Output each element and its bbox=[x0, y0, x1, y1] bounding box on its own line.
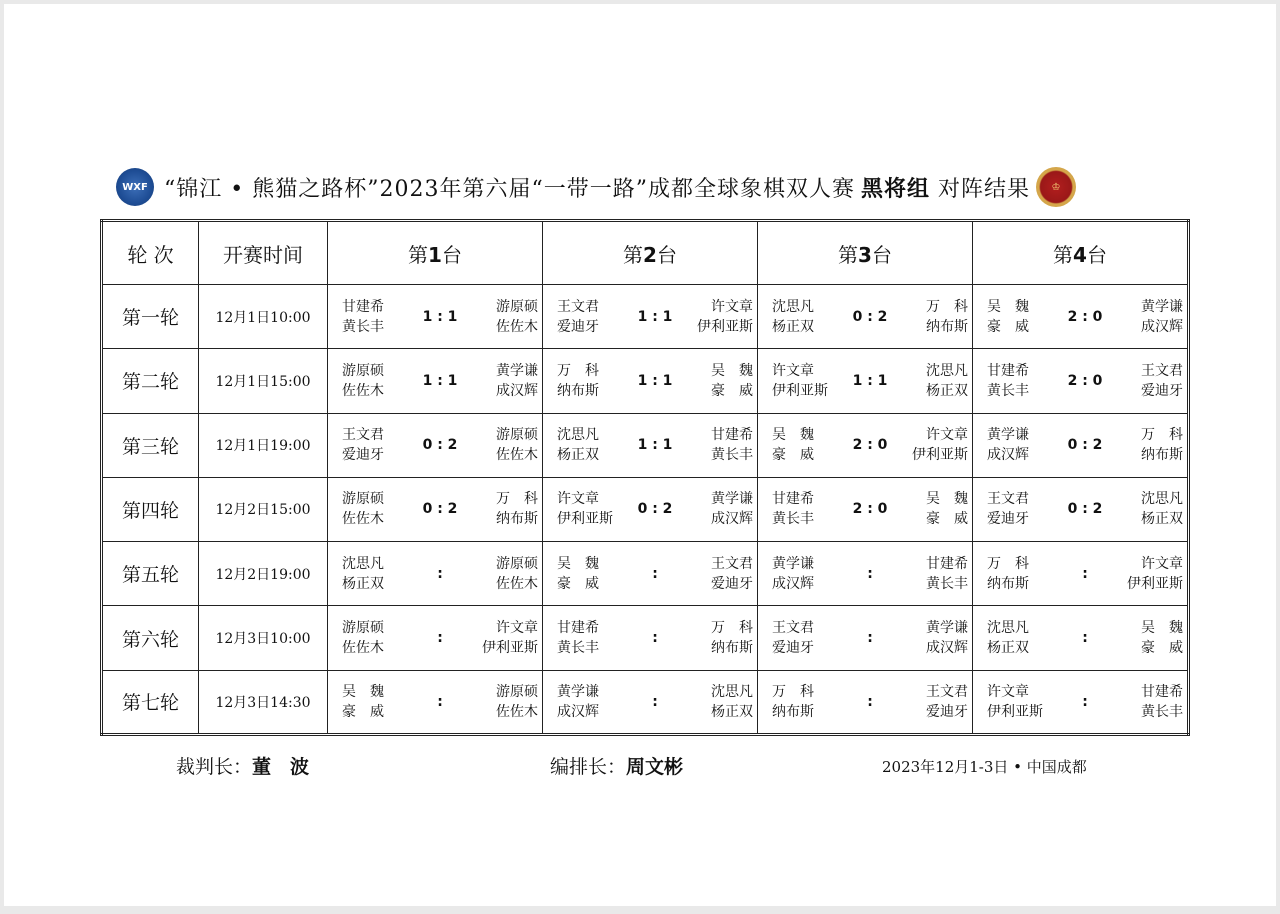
header-round: 轮 次 bbox=[102, 221, 199, 285]
player-name: 黄长丰 bbox=[987, 382, 1029, 399]
right-team bbox=[468, 297, 538, 337]
player-name: 佐佐木 bbox=[342, 640, 384, 657]
player-name: 吴 魏 bbox=[711, 362, 753, 379]
player-name: 伊利亚斯 bbox=[1127, 575, 1183, 592]
match-cell bbox=[973, 606, 1189, 670]
round-time: 12月3日14:30 bbox=[199, 670, 328, 734]
player-name: 甘建希 bbox=[987, 362, 1029, 379]
player-name: 吴 魏 bbox=[772, 427, 814, 444]
match-cell bbox=[543, 413, 758, 477]
player-name: 游原硕 bbox=[496, 555, 538, 572]
match-cell bbox=[973, 413, 1189, 477]
left-team bbox=[772, 425, 842, 465]
right-team bbox=[468, 489, 538, 529]
match-score: 1 : 1 bbox=[852, 372, 888, 389]
player-name: 爱迪牙 bbox=[987, 511, 1029, 528]
player-name: 沈思凡 bbox=[926, 362, 968, 379]
chief-referee-name: 董 波 bbox=[252, 756, 310, 778]
player-name: 杨正双 bbox=[557, 447, 599, 464]
match bbox=[758, 618, 972, 658]
table-row bbox=[102, 542, 1189, 606]
match-cell bbox=[758, 670, 973, 734]
player-name: 游原硕 bbox=[496, 427, 538, 444]
right-team bbox=[683, 361, 753, 401]
player-name: 甘建希 bbox=[926, 555, 968, 572]
match-cell bbox=[328, 670, 543, 734]
match bbox=[758, 682, 972, 722]
player-name: 黄长丰 bbox=[926, 575, 968, 592]
player-name: 王文君 bbox=[711, 555, 753, 572]
player-name: 伊利亚斯 bbox=[912, 447, 968, 464]
player-name: 甘建希 bbox=[557, 620, 599, 637]
match bbox=[543, 297, 757, 337]
match-cell bbox=[543, 285, 758, 349]
left-team bbox=[987, 489, 1057, 529]
player-name: 沈思凡 bbox=[342, 555, 384, 572]
wxf-logo-text: WXF bbox=[122, 181, 148, 193]
match-cell bbox=[973, 349, 1189, 413]
table-row bbox=[102, 285, 1189, 349]
player-name: 沈思凡 bbox=[557, 427, 599, 444]
match-score: 0 : 2 bbox=[852, 308, 888, 325]
match-score: 0 : 2 bbox=[422, 437, 458, 454]
match bbox=[328, 618, 542, 658]
player-name: 杨正双 bbox=[1141, 511, 1183, 528]
match-score: : bbox=[1082, 630, 1088, 647]
player-name: 佐佐木 bbox=[496, 575, 538, 592]
player-name: 伊利亚斯 bbox=[482, 640, 538, 657]
player-name: 成汉辉 bbox=[926, 640, 968, 657]
match bbox=[758, 297, 972, 337]
match-score: 0 : 2 bbox=[1067, 501, 1103, 518]
match-score: : bbox=[867, 565, 873, 582]
match-score: 0 : 2 bbox=[1067, 437, 1103, 454]
round-name: 第五轮 bbox=[102, 542, 199, 606]
match bbox=[973, 425, 1187, 465]
player-name: 爱迪牙 bbox=[1141, 382, 1183, 399]
chief-referee-label: 裁判长： bbox=[176, 756, 253, 778]
player-name: 纳布斯 bbox=[711, 640, 753, 657]
match-score: : bbox=[652, 630, 658, 647]
player-name: 成汉辉 bbox=[772, 575, 814, 592]
right-team bbox=[1113, 554, 1183, 594]
left-team bbox=[772, 618, 842, 658]
match-cell bbox=[973, 477, 1189, 541]
match bbox=[543, 361, 757, 401]
event-seal-logo: ♔ bbox=[1036, 167, 1076, 207]
left-team bbox=[557, 554, 627, 594]
match-cell bbox=[328, 477, 543, 541]
match-cell bbox=[973, 542, 1189, 606]
right-team bbox=[683, 618, 753, 658]
match-cell bbox=[328, 606, 543, 670]
round-time: 12月2日15:00 bbox=[199, 477, 328, 541]
chief-arranger-label: 编排长： bbox=[550, 756, 627, 778]
player-name: 成汉辉 bbox=[1141, 318, 1183, 335]
player-name: 黄长丰 bbox=[711, 447, 753, 464]
right-team bbox=[468, 682, 538, 722]
left-team bbox=[987, 554, 1057, 594]
left-team bbox=[557, 425, 627, 465]
match-cell bbox=[758, 477, 973, 541]
right-team bbox=[468, 425, 538, 465]
player-name: 豪 威 bbox=[1141, 640, 1183, 657]
match bbox=[758, 554, 972, 594]
match bbox=[543, 618, 757, 658]
left-team bbox=[342, 618, 412, 658]
player-name: 吴 魏 bbox=[342, 683, 384, 700]
player-name: 成汉辉 bbox=[987, 447, 1029, 464]
match-cell bbox=[543, 477, 758, 541]
match-cell bbox=[328, 413, 543, 477]
match-score: : bbox=[1082, 693, 1088, 710]
match bbox=[543, 554, 757, 594]
player-name: 万 科 bbox=[1141, 427, 1183, 444]
match-cell bbox=[328, 285, 543, 349]
match bbox=[328, 361, 542, 401]
table-row bbox=[102, 413, 1189, 477]
match-score: 0 : 2 bbox=[422, 501, 458, 518]
right-team bbox=[898, 682, 968, 722]
left-team bbox=[987, 618, 1057, 658]
player-name: 纳布斯 bbox=[496, 511, 538, 528]
player-name: 甘建希 bbox=[1141, 683, 1183, 700]
player-name: 许文章 bbox=[772, 362, 814, 379]
player-name: 许文章 bbox=[926, 427, 968, 444]
right-team bbox=[683, 554, 753, 594]
match-cell bbox=[328, 349, 543, 413]
left-team bbox=[987, 425, 1057, 465]
player-name: 佐佐木 bbox=[342, 382, 384, 399]
match-cell bbox=[543, 606, 758, 670]
player-name: 许文章 bbox=[496, 620, 538, 637]
header-table-1: 第1台 bbox=[328, 221, 543, 285]
player-name: 豪 威 bbox=[772, 447, 814, 464]
chief-referee bbox=[176, 752, 309, 779]
player-name: 爱迪牙 bbox=[342, 447, 384, 464]
player-name: 杨正双 bbox=[342, 575, 384, 592]
left-team bbox=[987, 297, 1057, 337]
right-team bbox=[468, 361, 538, 401]
player-name: 游原硕 bbox=[342, 620, 384, 637]
right-team bbox=[1113, 489, 1183, 529]
title-suffix: 对阵结果 bbox=[937, 176, 1030, 202]
player-name: 万 科 bbox=[926, 298, 968, 315]
player-name: 游原硕 bbox=[496, 298, 538, 315]
player-name: 游原硕 bbox=[342, 362, 384, 379]
match bbox=[543, 489, 757, 529]
table-row bbox=[102, 349, 1189, 413]
left-team bbox=[342, 361, 412, 401]
left-team bbox=[342, 682, 412, 722]
title-group: 黑将组 bbox=[860, 175, 930, 202]
match-cell bbox=[758, 542, 973, 606]
match bbox=[973, 361, 1187, 401]
player-name: 许文章 bbox=[711, 298, 753, 315]
player-name: 游原硕 bbox=[342, 491, 384, 508]
match-cell bbox=[973, 285, 1189, 349]
player-name: 伊利亚斯 bbox=[697, 318, 753, 335]
player-name: 杨正双 bbox=[711, 703, 753, 720]
right-team bbox=[683, 297, 753, 337]
left-team bbox=[557, 361, 627, 401]
match-cell bbox=[758, 606, 973, 670]
left-team bbox=[772, 554, 842, 594]
round-time: 12月1日10:00 bbox=[199, 285, 328, 349]
player-name: 豪 威 bbox=[987, 318, 1029, 335]
left-team bbox=[772, 682, 842, 722]
player-name: 爱迪牙 bbox=[926, 703, 968, 720]
match bbox=[543, 425, 757, 465]
match-cell bbox=[973, 670, 1189, 734]
left-team bbox=[557, 682, 627, 722]
match bbox=[973, 618, 1187, 658]
match bbox=[758, 361, 972, 401]
match-cell bbox=[758, 349, 973, 413]
match-score: 1 : 1 bbox=[637, 372, 673, 389]
right-team bbox=[898, 361, 968, 401]
match-score: 1 : 1 bbox=[637, 308, 673, 325]
match bbox=[973, 554, 1187, 594]
right-team bbox=[898, 554, 968, 594]
player-name: 杨正双 bbox=[772, 318, 814, 335]
player-name: 万 科 bbox=[987, 555, 1029, 572]
player-name: 佐佐木 bbox=[496, 447, 538, 464]
table-row bbox=[102, 606, 1189, 670]
match-cell bbox=[758, 285, 973, 349]
left-team bbox=[772, 297, 842, 337]
match-score: : bbox=[652, 693, 658, 710]
match-score: : bbox=[652, 565, 658, 582]
player-name: 成汉辉 bbox=[711, 511, 753, 528]
player-name: 吴 魏 bbox=[557, 555, 599, 572]
player-name: 甘建希 bbox=[711, 427, 753, 444]
match-score: : bbox=[437, 693, 443, 710]
player-name: 王文君 bbox=[557, 298, 599, 315]
player-name: 王文君 bbox=[987, 491, 1029, 508]
player-name: 吴 魏 bbox=[987, 298, 1029, 315]
match-score: : bbox=[867, 693, 873, 710]
player-name: 万 科 bbox=[557, 362, 599, 379]
player-name: 豪 威 bbox=[711, 382, 753, 399]
header-table-2: 第2台 bbox=[543, 221, 758, 285]
match-score: 1 : 1 bbox=[422, 372, 458, 389]
player-name: 成汉辉 bbox=[557, 703, 599, 720]
match-cell bbox=[758, 413, 973, 477]
player-name: 纳布斯 bbox=[557, 382, 599, 399]
player-name: 万 科 bbox=[496, 491, 538, 508]
table-row bbox=[102, 670, 1189, 734]
player-name: 佐佐木 bbox=[342, 511, 384, 528]
player-name: 沈思凡 bbox=[711, 683, 753, 700]
wxf-logo bbox=[116, 168, 154, 206]
player-name: 沈思凡 bbox=[987, 620, 1029, 637]
match-cell bbox=[543, 670, 758, 734]
right-team bbox=[1113, 618, 1183, 658]
match-score: : bbox=[437, 565, 443, 582]
right-team bbox=[468, 618, 538, 658]
match bbox=[328, 682, 542, 722]
right-team bbox=[683, 489, 753, 529]
match-score: : bbox=[1082, 565, 1088, 582]
player-name: 吴 魏 bbox=[926, 491, 968, 508]
match-score: 2 : 0 bbox=[852, 437, 888, 454]
document-page bbox=[4, 4, 1276, 906]
left-team bbox=[342, 425, 412, 465]
player-name: 黄长丰 bbox=[1141, 703, 1183, 720]
left-team bbox=[987, 682, 1057, 722]
right-team bbox=[898, 618, 968, 658]
player-name: 黄长丰 bbox=[342, 318, 384, 335]
player-name: 黄学谦 bbox=[711, 491, 753, 508]
right-team bbox=[898, 489, 968, 529]
player-name: 游原硕 bbox=[496, 683, 538, 700]
match-cell bbox=[543, 542, 758, 606]
left-team bbox=[342, 554, 412, 594]
right-team bbox=[1113, 425, 1183, 465]
chief-arranger bbox=[550, 752, 683, 779]
player-name: 爱迪牙 bbox=[711, 575, 753, 592]
match bbox=[973, 682, 1187, 722]
player-name: 黄学谦 bbox=[557, 683, 599, 700]
chief-arranger-name: 周文彬 bbox=[626, 756, 684, 778]
right-team bbox=[683, 425, 753, 465]
round-time: 12月2日19:00 bbox=[199, 542, 328, 606]
title-prefix: “锦江 • 熊猫之路杯”2023年第六届“一带一路”成都全球象棋双人赛 bbox=[164, 176, 855, 202]
right-team bbox=[1113, 361, 1183, 401]
player-name: 许文章 bbox=[987, 683, 1029, 700]
match bbox=[543, 682, 757, 722]
player-name: 纳布斯 bbox=[772, 703, 814, 720]
match bbox=[758, 425, 972, 465]
match-score: : bbox=[867, 630, 873, 647]
player-name: 伊利亚斯 bbox=[772, 382, 828, 399]
player-name: 佐佐木 bbox=[496, 318, 538, 335]
match-cell bbox=[328, 542, 543, 606]
player-name: 黄学谦 bbox=[987, 427, 1029, 444]
right-team bbox=[1113, 682, 1183, 722]
match-score: 2 : 0 bbox=[1067, 372, 1103, 389]
player-name: 成汉辉 bbox=[496, 382, 538, 399]
player-name: 纳布斯 bbox=[926, 318, 968, 335]
player-name: 许文章 bbox=[557, 491, 599, 508]
player-name: 万 科 bbox=[772, 683, 814, 700]
player-name: 爱迪牙 bbox=[557, 318, 599, 335]
pairing-table bbox=[100, 219, 1190, 736]
match bbox=[758, 489, 972, 529]
title-row bbox=[116, 164, 1178, 210]
match-score: 2 : 0 bbox=[1067, 308, 1103, 325]
player-name: 沈思凡 bbox=[1141, 491, 1183, 508]
round-name: 第七轮 bbox=[102, 670, 199, 734]
match-cell bbox=[543, 349, 758, 413]
round-time: 12月1日19:00 bbox=[199, 413, 328, 477]
match bbox=[328, 554, 542, 594]
match bbox=[328, 489, 542, 529]
player-name: 许文章 bbox=[1141, 555, 1183, 572]
player-name: 豪 威 bbox=[926, 511, 968, 528]
player-name: 万 科 bbox=[711, 620, 753, 637]
header-time: 开赛时间 bbox=[199, 221, 328, 285]
player-name: 黄长丰 bbox=[557, 640, 599, 657]
match-score: 0 : 2 bbox=[637, 501, 673, 518]
player-name: 王文君 bbox=[772, 620, 814, 637]
header-table-4: 第4台 bbox=[973, 221, 1189, 285]
player-name: 黄学谦 bbox=[772, 555, 814, 572]
right-team bbox=[898, 297, 968, 337]
match bbox=[328, 297, 542, 337]
player-name: 纳布斯 bbox=[987, 575, 1029, 592]
round-name: 第六轮 bbox=[102, 606, 199, 670]
match bbox=[973, 297, 1187, 337]
player-name: 沈思凡 bbox=[772, 298, 814, 315]
player-name: 佐佐木 bbox=[496, 703, 538, 720]
player-name: 吴 魏 bbox=[1141, 620, 1183, 637]
player-name: 甘建希 bbox=[772, 491, 814, 508]
match-score: 1 : 1 bbox=[637, 437, 673, 454]
player-name: 黄长丰 bbox=[772, 511, 814, 528]
left-team bbox=[772, 489, 842, 529]
left-team bbox=[342, 297, 412, 337]
player-name: 豪 威 bbox=[342, 703, 384, 720]
match bbox=[973, 489, 1187, 529]
player-name: 王文君 bbox=[926, 683, 968, 700]
player-name: 杨正双 bbox=[926, 382, 968, 399]
left-team bbox=[772, 361, 842, 401]
right-team bbox=[1113, 297, 1183, 337]
right-team bbox=[898, 425, 968, 465]
round-name: 第一轮 bbox=[102, 285, 199, 349]
date-place: 2023年12月1-3日 • 中国成都 bbox=[882, 758, 1087, 776]
player-name: 伊利亚斯 bbox=[557, 511, 613, 528]
left-team bbox=[557, 489, 627, 529]
player-name: 王文君 bbox=[1141, 362, 1183, 379]
player-name: 王文君 bbox=[342, 427, 384, 444]
round-time: 12月1日15:00 bbox=[199, 349, 328, 413]
match-score: 2 : 0 bbox=[852, 501, 888, 518]
player-name: 杨正双 bbox=[987, 640, 1029, 657]
player-name: 甘建希 bbox=[342, 298, 384, 315]
right-team bbox=[683, 682, 753, 722]
match bbox=[328, 425, 542, 465]
round-name: 第三轮 bbox=[102, 413, 199, 477]
player-name: 豪 威 bbox=[557, 575, 599, 592]
player-name: 黄学谦 bbox=[926, 620, 968, 637]
round-name: 第二轮 bbox=[102, 349, 199, 413]
page-title bbox=[164, 172, 1030, 203]
player-name: 爱迪牙 bbox=[772, 640, 814, 657]
match-score: 1 : 1 bbox=[422, 308, 458, 325]
left-team bbox=[987, 361, 1057, 401]
left-team bbox=[342, 489, 412, 529]
header-row bbox=[102, 221, 1189, 285]
player-name: 纳布斯 bbox=[1141, 447, 1183, 464]
player-name: 黄学谦 bbox=[1141, 298, 1183, 315]
left-team bbox=[557, 297, 627, 337]
left-team bbox=[557, 618, 627, 658]
match-score: : bbox=[437, 630, 443, 647]
player-name: 黄学谦 bbox=[496, 362, 538, 379]
round-time: 12月3日10:00 bbox=[199, 606, 328, 670]
right-team bbox=[468, 554, 538, 594]
round-name: 第四轮 bbox=[102, 477, 199, 541]
player-name: 伊利亚斯 bbox=[987, 703, 1043, 720]
header-table-3: 第3台 bbox=[758, 221, 973, 285]
table-row bbox=[102, 477, 1189, 541]
